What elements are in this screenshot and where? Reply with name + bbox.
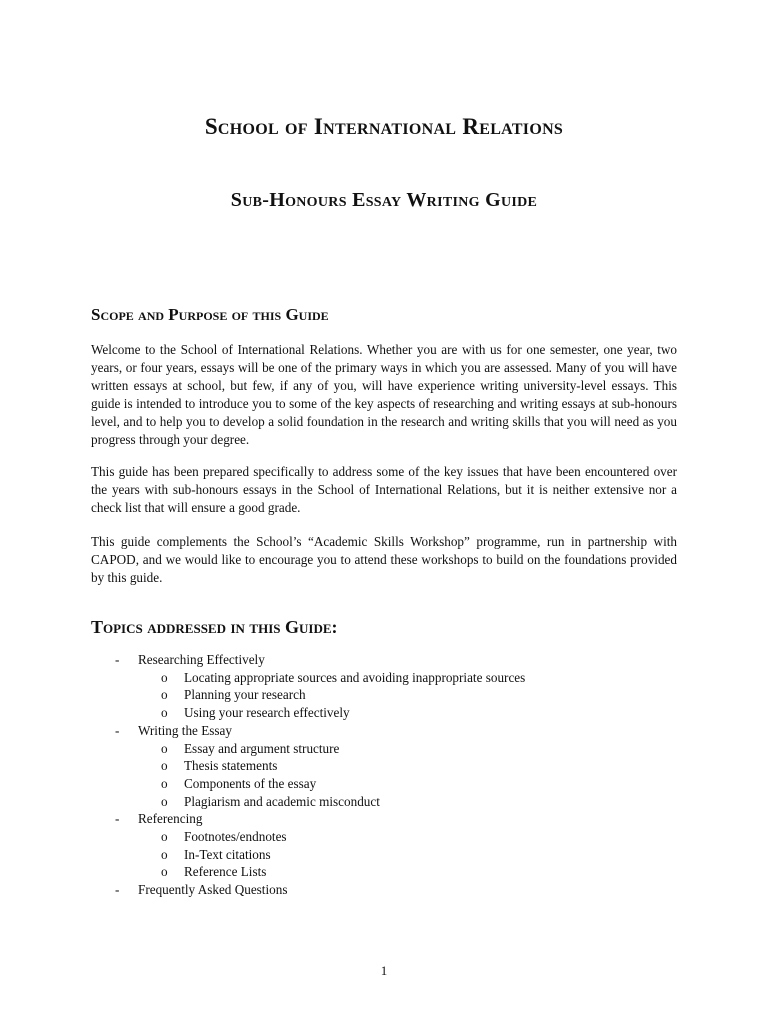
topic-item <box>91 810 691 828</box>
circle-bullet: o <box>161 846 168 862</box>
subtopic-label: Components of the essay <box>184 775 317 791</box>
circle-bullet: o <box>161 740 168 756</box>
topic-item <box>91 651 691 669</box>
document-title: School of International Relations <box>204 114 564 139</box>
subtopic-label: Plagiarism and academic misconduct <box>184 793 380 809</box>
subtopic-label: Essay and argument structure <box>184 740 340 756</box>
topics-list <box>91 651 691 899</box>
subtopic-label: Using your research effectively <box>184 705 350 721</box>
dash-bullet: - <box>115 652 120 667</box>
circle-bullet: o <box>161 775 168 791</box>
topic-label: Researching Effectively <box>138 652 265 667</box>
circle-bullet: o <box>161 829 168 845</box>
dash-bullet: - <box>115 722 120 738</box>
subtopic-label: Thesis statements <box>184 758 278 774</box>
topics-heading: Topics addressed in this Guide: <box>91 617 338 637</box>
subtopic-item <box>91 757 691 775</box>
circle-bullet: o <box>161 687 168 703</box>
scope-paragraph-2: This guide has been prepared specifically to address some of the key issues that have been encountered over the years with sub-honours essays in the School of International Relations, but it is neither extensive nor a check list that will ensure a good grade. <box>91 464 677 515</box>
subtopic-item <box>91 793 691 811</box>
subtopic-item <box>91 846 691 864</box>
topic-label: Frequently Asked Questions <box>138 882 288 898</box>
circle-bullet: o <box>161 669 168 685</box>
subtopic-item <box>91 828 691 846</box>
page-number: 1 <box>380 963 388 978</box>
subtopic-item <box>91 775 691 793</box>
topic-label: Referencing <box>138 811 203 827</box>
circle-bullet: o <box>161 705 168 721</box>
topic-label: Writing the Essay <box>138 722 232 738</box>
scope-heading: Scope and Purpose of this Guide <box>91 305 329 324</box>
document-subtitle: Sub-Honours Essay Writing Guide <box>230 189 538 211</box>
subtopic-item <box>91 669 691 687</box>
subtopic-label: Planning your research <box>184 687 306 703</box>
dash-bullet: - <box>115 882 120 898</box>
dash-bullet: - <box>115 811 120 827</box>
scope-paragraph-1: Welcome to the School of International Relations. Whether you are with us for one semester, one year, two years, or four years, essays will be one of the primary ways in which you are assessed. Many of you will have written essays at school, but few, if any of you, will have experience writing university-level essays. This guide is intended to introduce you to some of the key aspects of researching and writing essays at sub-honours level, and to help you to develop a solid foundation in the research and writing skills that you will need as you progress through your degree. <box>91 342 677 447</box>
subtopic-item <box>91 686 691 704</box>
subtopic-label: Footnotes/endnotes <box>184 829 287 845</box>
topic-item <box>91 881 691 899</box>
subtopic-item <box>91 704 691 722</box>
subtopic-item <box>91 740 691 758</box>
subtopic-label: In-Text citations <box>184 846 271 862</box>
scope-paragraph-3: This guide complements the School’s “Academic Skills Workshop” programme, run in partnership with CAPOD, and we would like to encourage you to attend these workshops to build on the foundations provided by this guide. <box>91 534 677 585</box>
subtopic-label: Locating appropriate sources and avoiding inappropriate sources <box>184 669 526 685</box>
circle-bullet: o <box>161 758 168 774</box>
circle-bullet: o <box>161 793 168 809</box>
topic-item <box>91 722 691 740</box>
subtopic-item <box>91 863 691 881</box>
subtopic-label: Reference Lists <box>184 864 267 880</box>
circle-bullet: o <box>161 864 168 880</box>
